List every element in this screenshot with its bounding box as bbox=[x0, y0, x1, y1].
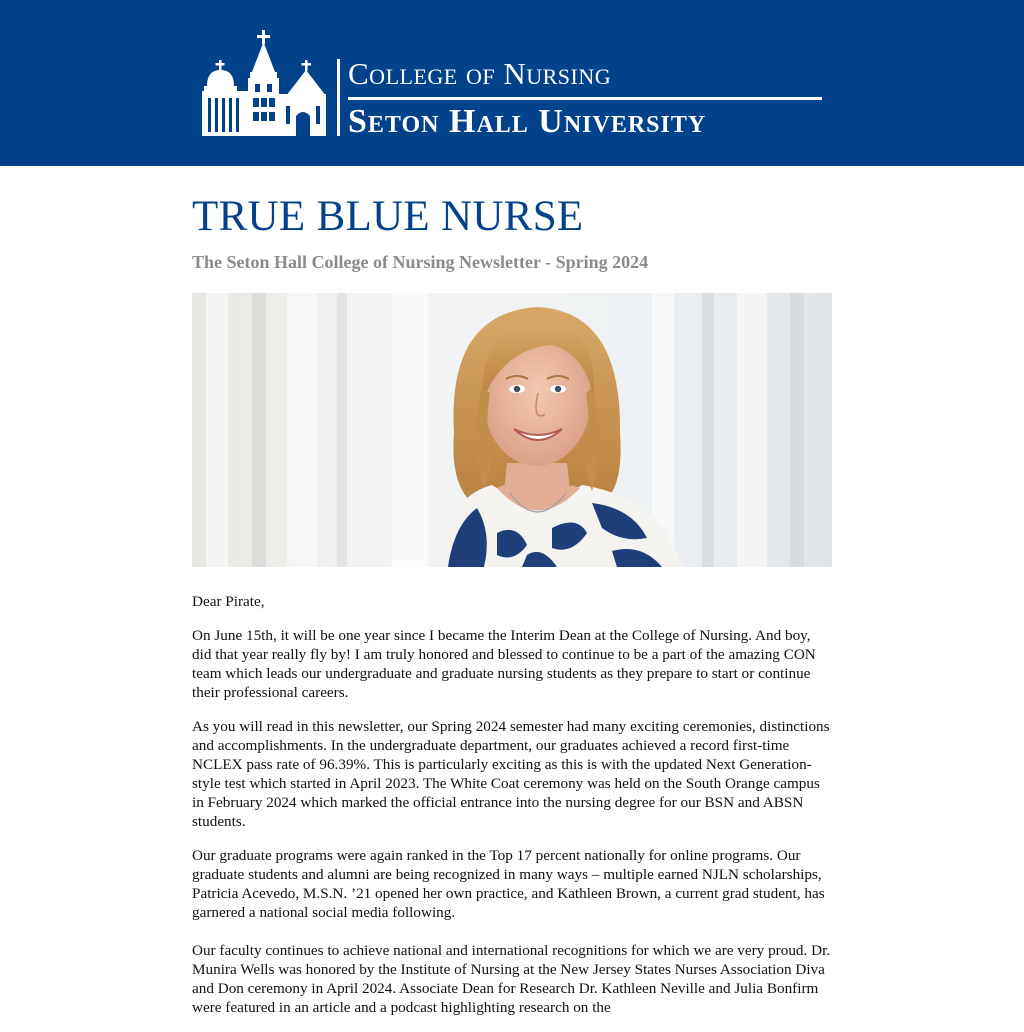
newsletter-title: TRUE BLUE NURSE bbox=[192, 193, 584, 240]
letter-greeting: Dear Pirate, bbox=[192, 593, 265, 610]
church-logo-icon bbox=[200, 28, 330, 140]
letter-paragraph: As you will read in this newsletter, our Spring 2024 semester had many exciting ceremonies, distinctions and accomplishments. In the undergraduate department, our graduates achieved a record first-time NCLEX pass rate of 96.39%. This is particularly exciting as this is with the updated Next Generation-style test which started in April 2023. The White Coat ceremony was held on the South Orange campus in February 2024 which marked the official entrance into the nursing degree for our BSN and ABSN students. bbox=[192, 718, 830, 830]
letter-paragraph: Our faculty continues to achieve national and international recognitions for which we are very proud. Dr. Munira Wells was honored by the Institute of Nursing at the New Jersey States Nurses Association Diva and Don ceremony in April 2024. Associate Dean for Research Dr. Kathleen Neville and Julia Bonfirm were featured in an article and a podcast highlighting research on the bbox=[192, 942, 831, 1016]
letter-paragraph: Our graduate programs were again ranked in the Top 17 percent nationally for online programs. Our graduate students and alumni are being recognized in many ways – multiple earned NJLN scholarships, Patricia Acevedo, M.S.N. ’21 opened her own practice, and Kathleen Brown, a current grad student, has garnered a national social media following. bbox=[192, 847, 825, 921]
logo-divider-vertical bbox=[337, 59, 340, 136]
letter-body bbox=[192, 592, 832, 1032]
college-logo[interactable] bbox=[200, 28, 830, 140]
newsletter-subtitle: The Seton Hall College of Nursing Newsletter - Spring 2024 bbox=[192, 252, 649, 272]
logo-divider-horizontal bbox=[348, 97, 822, 100]
letter-paragraph: On June 15th, it will be one year since I became the Interim Dean at the College of Nursing. And boy, did that year really fly by! I am truly honored and blessed to continue to be a part of the amazing CON team which leads our undergraduate and graduate nursing students as they prepare to start or continue their professional careers. bbox=[192, 627, 816, 701]
header-banner bbox=[0, 0, 1024, 166]
dean-portrait-photo bbox=[192, 293, 832, 567]
portrait-illustration bbox=[192, 293, 832, 567]
college-name: College of Nursing bbox=[348, 56, 612, 91]
university-name: Seton Hall University bbox=[348, 103, 707, 140]
